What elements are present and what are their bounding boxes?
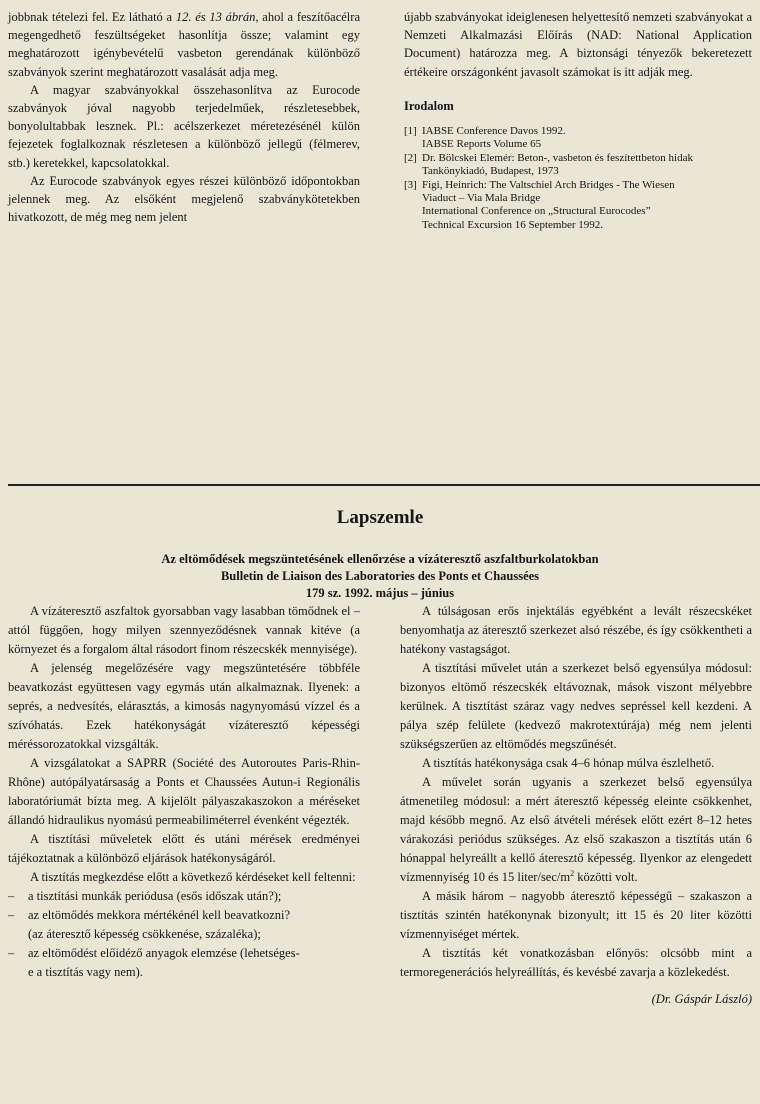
- reference-number: [1]: [404, 125, 417, 138]
- figure-reference: 12. és 13 ábrán: [175, 10, 256, 24]
- reference-item: [404, 179, 752, 233]
- source-issue: 179 sz. 1992. május – június: [305, 586, 455, 600]
- list-item-continuation: (az áteresztő képesség csökkenése, százaléka);: [28, 927, 261, 941]
- section-title: Lapszemle: [336, 507, 424, 528]
- paragraph: A tisztítás két vonatkozásban előnyös: olcsóbb mint a termoregenerációs helyreállítás, és kevésbé zavarja a közlekedést.: [400, 946, 752, 979]
- list-item: [8, 887, 360, 906]
- reference-line: International Conference on „Structural Eurocodes”: [422, 205, 651, 218]
- paragraph: A tisztítási műveletek előtt és utáni mérések eredményei tájékoztatnak a különböző eljárások hatékonyságáról.: [8, 832, 360, 865]
- paragraph: A tisztítás megkezdése előtt a következő kérdéseket kell feltenni:: [30, 870, 356, 884]
- reference-text: [422, 152, 752, 179]
- paragraph: A túlságosan erős injektálás egyébként a levált részecskéket benyomhatja az áteresztő szerkezet alsó részébe, és így csökkentheti a hatékony vastagságot.: [400, 604, 752, 656]
- top-left-column: [8, 8, 360, 226]
- reference-item: [404, 125, 752, 152]
- paragraph: A másik három – nagyobb áteresztő képességű – szakaszon a tisztítás szintén hatékonynak bizonyult; itt 15 és 20 liter közötti vízmennyiséget mértek.: [400, 889, 752, 941]
- paragraph: újabb szabványokat ideiglenesen helyettesítő nemzeti szabványokat a Nemzeti Alkalmazási Előírás (NAD: National Application Document) határozza meg. A biztonsági tényezők bekeretezett értékeire országonként javasolt számokat is itt adják meg.: [404, 10, 752, 79]
- reference-text: [422, 179, 752, 233]
- reference-number: [3]: [404, 178, 417, 191]
- references-list: [404, 125, 752, 232]
- dash-bullet: –: [8, 946, 15, 960]
- article-heading: [0, 551, 760, 602]
- reference-line: Dr. Bölcskei Elemér: Beton-, vasbeton és feszítettbeton hidak: [422, 151, 693, 164]
- reference-line: IABSE Reports Volume 65: [422, 138, 542, 151]
- list-item-text: a tisztítási munkák periódusa (esős időszak után?);: [28, 889, 282, 903]
- bottom-left-column: [8, 602, 360, 982]
- reference-line: Technical Excursion 16 September 1992.: [422, 218, 603, 231]
- dash-bullet: –: [8, 908, 15, 922]
- reference-text: [422, 125, 752, 152]
- reference-line: Tankönykiadó, Budapest, 1973: [422, 165, 559, 178]
- list-item-text: az eltömődést előidéző anyagok elemzése (lehetséges-: [28, 946, 300, 960]
- section-divider: [8, 484, 760, 486]
- source-journal: Bulletin de Liaison des Laboratories des Ponts et Chaussées: [220, 569, 540, 583]
- paragraph: A tisztítási művelet után a szerkezet belső egyensúlya módosul: bizonyos eltömő részecskék eltávoznak, mások viszont mélyebbre kerülnek. A tisztítást száraz vagy nedves sepréssel kell kezdeni. A pálya szép felülete (kedvező makrotextúrája) még nem jelenti szükségszerűen az eltömődés megszűnését.: [400, 661, 752, 751]
- list-item-continuation: e a tisztítás vagy nem).: [28, 965, 143, 979]
- article-title: Az eltömődések megszüntetésének ellenőrzése a vízáteresztő aszfaltburkolatokban: [161, 552, 599, 566]
- paragraph: [400, 773, 752, 887]
- paragraph: A tisztítás hatékonysága csak 4–6 hónap múlva észlelhető.: [422, 756, 715, 770]
- text: jobbnak tételezi fel. Ez látható a: [8, 10, 176, 24]
- dash-bullet: –: [8, 889, 15, 903]
- paragraph: [8, 8, 360, 81]
- text: , ahol a feszítőacélra megengedhető feszültségeket hasonlítja össze; valamint egy meghatározott igénybevételű vasbeton gerendának különböző szabványok szerint meghatározott vasalását adja meg.: [8, 10, 360, 79]
- references-heading: Irodalom: [404, 98, 454, 113]
- reference-item: [404, 152, 752, 179]
- reference-number: [2]: [404, 151, 417, 164]
- top-right-column: [404, 8, 752, 232]
- reference-line: IABSE Conference Davos 1992.: [422, 125, 566, 138]
- list-item-text: az eltömődés mekkora mértékénél kell beavatkozni?: [28, 908, 291, 922]
- paragraph: A vízáteresztő aszfaltok gyorsabban vagy lasabban tömődnek el – attól függően, hogy milyen szennyeződésnek vannak kitéve (a környezet és a forgalom által rásodort finom részecskék mennyisége).: [8, 604, 360, 656]
- list-item: [8, 944, 360, 963]
- paragraph: Az Eurocode szabványok egyes részei különböző időpontokban jelennek meg. Az elsőként megjelenő szabványkötetekben hivatkozott, de még meg nem jelent: [8, 173, 360, 225]
- paragraph: A magyar szabványokkal összehasonlítva az Eurocode szabványok jóval nagyobb terjedelműek, részletesebbek, bonyolultabbak lesznek. Pl.: acélszerkezet méretezésénél külön fejezetek foglalkoznak részletesen a különböző jellegű (félmerev, stb.) keretekkel, kapcsolatokkal.: [8, 82, 360, 170]
- paragraph: A jelenség megelőzésére vagy megszüntetésére többféle beavatkozást együttesen vagy egymás után alkalmaznak. Ilyenek: a seprés, a nedvesítés, elárasztás, a kimosás nagynyomású vízzel és a szívóhatás. Ezek hatékonyságát vízáteresztő képességi méréssorozatokkal vizsgálták.: [8, 661, 360, 751]
- author-signature: (Dr. Gáspár László): [651, 992, 752, 1006]
- text: közötti volt.: [574, 870, 638, 884]
- bottom-right-column: [400, 602, 752, 1009]
- superscript: 2: [570, 868, 575, 878]
- reference-line: Figi, Heinrich: The Valtschiel Arch Bridges - The Wiesen: [422, 178, 675, 191]
- paragraph: A vizsgálatokat a SAPRR (Société des Autoroutes Paris-Rhin-Rhône) autópályatársaság a Ponts et Chaussées Autun-i Regionális laboratóriumát bízta meg. A kijelölt pályaszakaszokon a méréseket állandó hidraulikus nyomású permeabiliméterrel évenként végezték.: [8, 756, 360, 827]
- text: A művelet során ugyanis a szerkezet belső egyensúlya átmenetileg módosul: a mért áteresztő képesség eleinte csökkenhet, majd később megnő. Az első átvételi mérések előtt ezért 8–12 hetes várakozási periódus szükséges. Az első szakaszon a tisztítás után 6 hónappal helyreállt a kellő áteresztő képesség. Ilyenkor az elengedett vízmennyiség 10 és 15 liter/sec/m: [400, 775, 752, 884]
- list-item: [8, 906, 360, 925]
- reference-line: Viaduct – Via Mala Bridge: [422, 192, 541, 205]
